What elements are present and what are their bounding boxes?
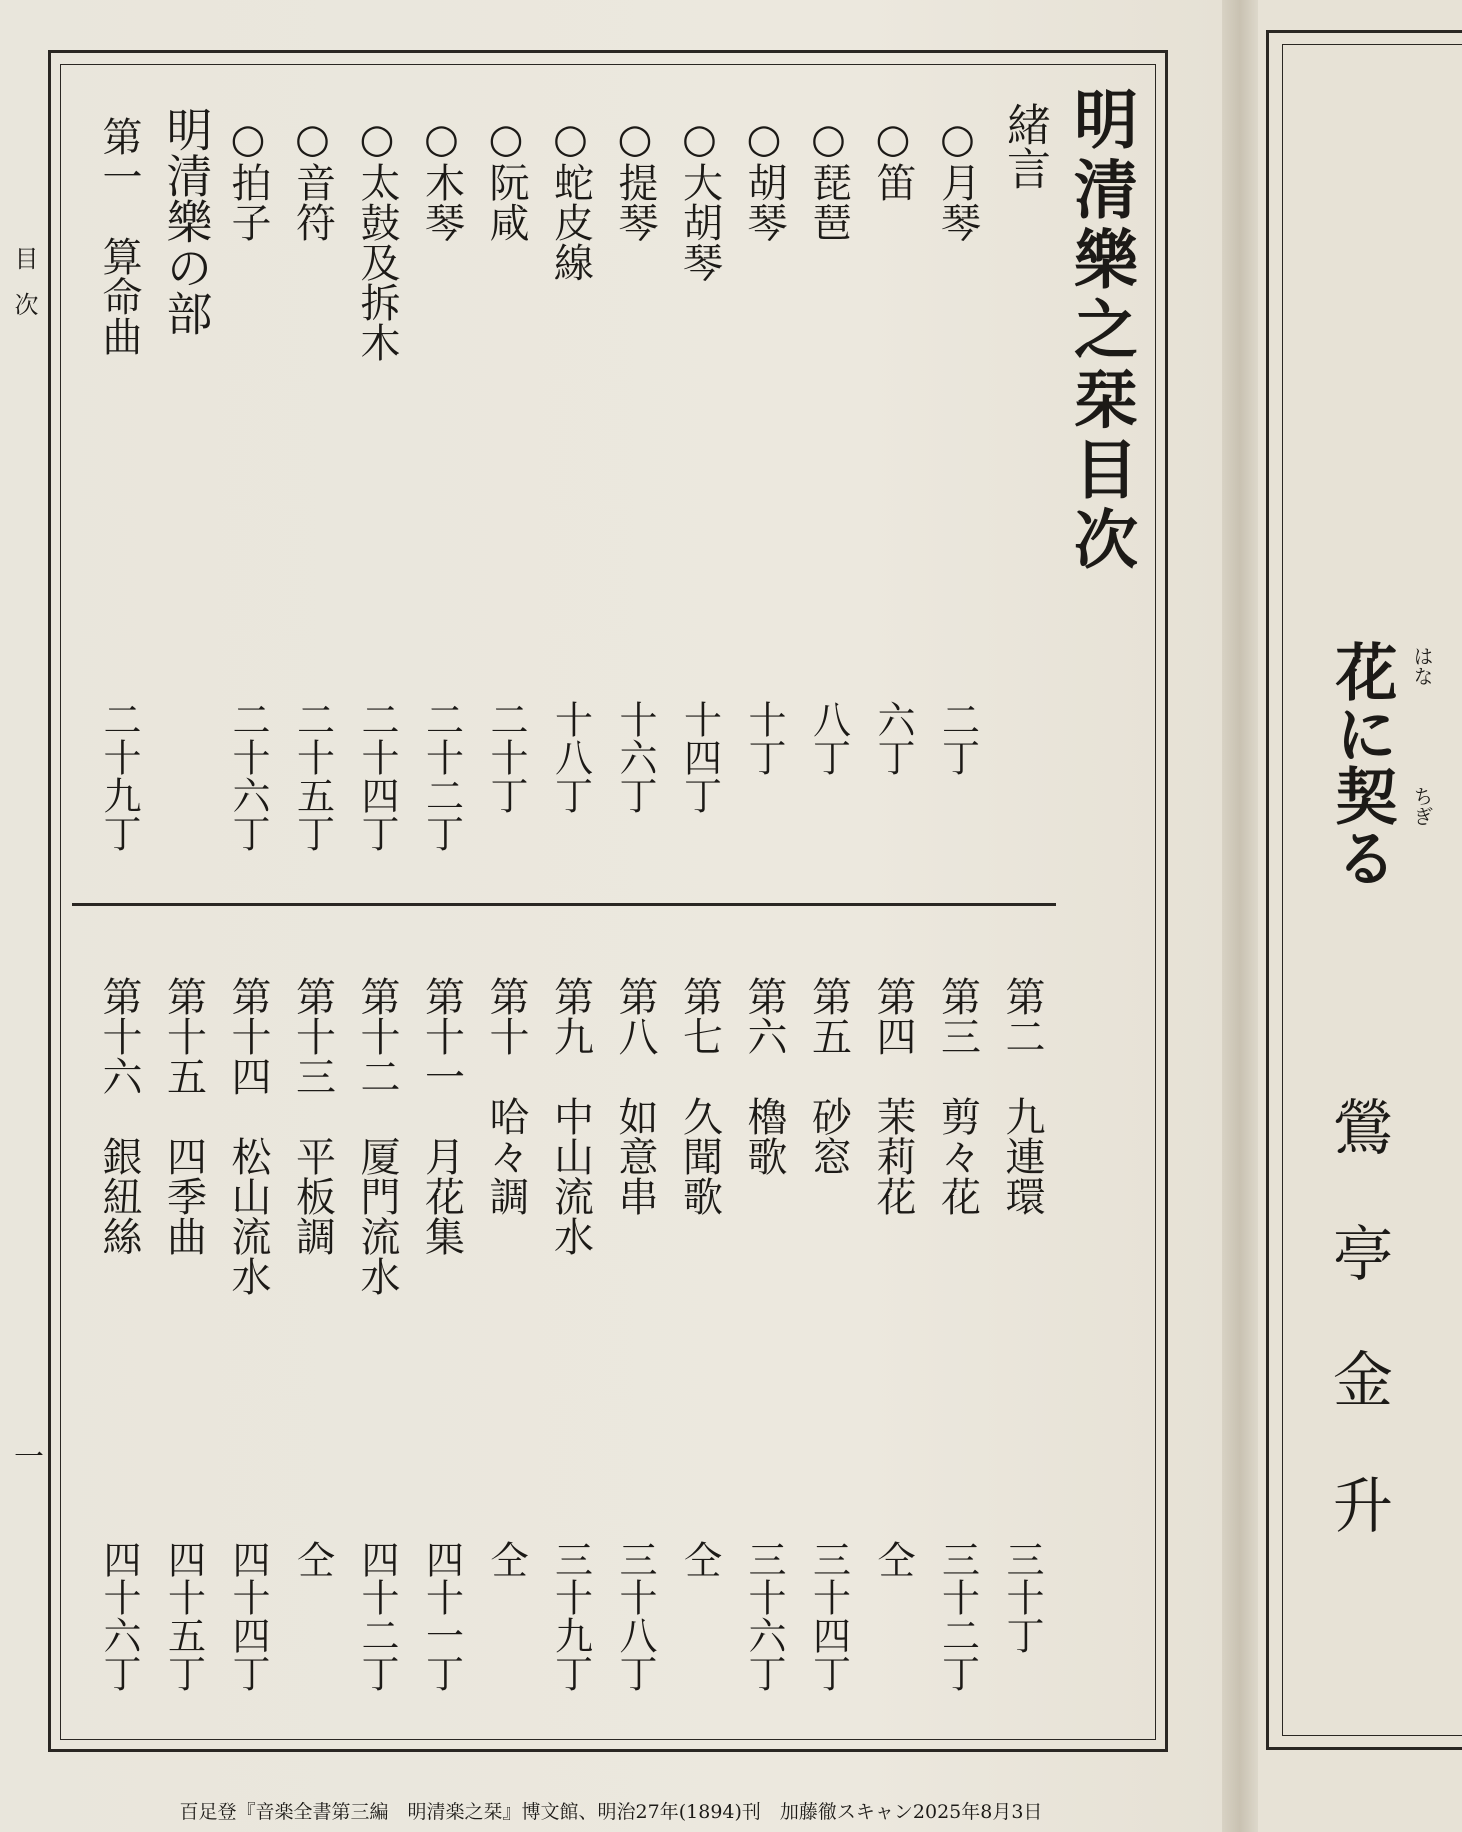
book-gutter (1222, 0, 1258, 1832)
toc-lower-entry-page: 三十八丁 (613, 1540, 657, 1692)
toc-upper-entry-page: 二丁 (935, 700, 980, 776)
toc-upper-entry-label: 緒言 (999, 102, 1050, 190)
author-name: 鶯亭金升 (1323, 1096, 1393, 1600)
contents-frame-inner (60, 64, 1156, 1740)
toc-lower-entry-label: 第十六 銀紐絲 (96, 976, 142, 1256)
toc-upper-entry-label: ○笛 (870, 116, 916, 202)
toc-upper-entry-page: 二十九丁 (97, 700, 141, 852)
ruby-hana: はな (1410, 646, 1434, 686)
toc-upper-entry-page: 十八丁 (548, 700, 593, 814)
scan-caption: 百足登『音楽全書第三編 明清楽之栞』博文館、明治27年(1894)刊 加藤徹スキャン2025年8月3日 (179, 1801, 1043, 1823)
toc-upper-entry-label: ○音符 (289, 116, 336, 242)
toc-upper-entry-label: ○胡琴 (741, 116, 787, 242)
toc-upper-entry-label: ○大胡琴 (676, 116, 723, 282)
toc-upper-entry-label: ○木琴 (418, 116, 465, 242)
toc-lower-entry-page: 三十二丁 (935, 1540, 980, 1692)
toc-upper-entry-page: 十四丁 (677, 700, 722, 814)
side-label: 目次 (10, 246, 38, 338)
toc-lower-entry-label: 第七 久聞歌 (676, 976, 723, 1216)
toc-lower-entry-page: 四十六丁 (97, 1540, 141, 1692)
toc-upper-entry-label: ○提琴 (612, 116, 658, 242)
toc-lower-entry-label: 第三 剪々花 (934, 976, 981, 1216)
toc-lower-entry-label: 第四 茉莉花 (870, 976, 916, 1216)
toc-upper-entry-page: 八丁 (806, 700, 851, 776)
toc-lower-entry-label: 第六 櫓歌 (741, 976, 787, 1176)
toc-upper-entry-label: ○太鼓及拆木 (354, 116, 400, 362)
toc-upper-entry-label: ○阮咸 (483, 116, 529, 242)
ruby-chigi: ちぎ (1410, 786, 1434, 826)
toc-lower-entry-page: 仝 (871, 1540, 915, 1578)
toc-upper-entry-label: ○月琴 (934, 116, 981, 242)
toc-upper-entry-page: 二十六丁 (226, 700, 270, 852)
toc-lower-entry-page: 仝 (484, 1540, 528, 1578)
toc-lower-entry-page: 四十二丁 (355, 1540, 399, 1692)
toc-lower-entry-label: 第五 砂窓 (805, 976, 852, 1176)
toc-lower-entry-label: 第二 九連環 (999, 976, 1045, 1216)
toc-lower-entry-label: 第十一 月花集 (418, 976, 465, 1256)
toc-lower-entry-label: 第十四 松山流水 (225, 976, 271, 1296)
section-divider (72, 903, 1056, 906)
toc-upper-entry-page: 二十二丁 (419, 700, 464, 852)
page-number: 一 (14, 1440, 44, 1475)
toc-lower-entry-label: 第十三 平板調 (289, 976, 336, 1256)
toc-upper-entry-page: 二十四丁 (355, 700, 399, 852)
story-title: 花に契る (1325, 640, 1398, 888)
toc-upper-entry-label: 明清樂の部 (159, 106, 214, 336)
toc-upper-entry-label: ○蛇皮線 (547, 116, 594, 282)
toc-upper-entry-page: 十丁 (742, 700, 786, 776)
toc-upper-entry-label: 第一 算命曲 (96, 116, 142, 356)
toc-lower-entry-label: 第八 如意串 (612, 976, 658, 1216)
toc-lower-entry-page: 仝 (677, 1540, 722, 1578)
toc-lower-entry-label: 第十二 厦門流水 (354, 976, 400, 1296)
toc-lower-entry-page: 仝 (290, 1540, 335, 1578)
toc-lower-entry-page: 四十一丁 (419, 1540, 464, 1692)
toc-lower-entry-page: 四十五丁 (161, 1540, 206, 1692)
toc-upper-entry-label: ○琵琶 (805, 116, 852, 242)
toc-upper-entry-page: 十六丁 (613, 700, 657, 814)
toc-lower-entry-page: 四十四丁 (226, 1540, 270, 1692)
toc-lower-entry-page: 三十四丁 (806, 1540, 851, 1692)
toc-upper-entry-page: 二十五丁 (290, 700, 335, 852)
toc-lower-entry-label: 第十 哈々調 (483, 976, 529, 1216)
toc-upper-entry-page: 六丁 (871, 700, 915, 776)
toc-lower-entry-page: 三十丁 (1000, 1540, 1044, 1654)
toc-upper-entry-page: 二十丁 (484, 700, 528, 814)
toc-lower-entry-label: 第九 中山流水 (547, 976, 594, 1256)
toc-lower-entry-page: 三十六丁 (742, 1540, 786, 1692)
page-title: 明清樂之栞目次 (1063, 86, 1138, 576)
toc-upper-entry-label: ○拍子 (225, 116, 271, 242)
toc-lower-entry-label: 第十五 四季曲 (160, 976, 207, 1256)
toc-lower-entry-page: 三十九丁 (548, 1540, 593, 1692)
